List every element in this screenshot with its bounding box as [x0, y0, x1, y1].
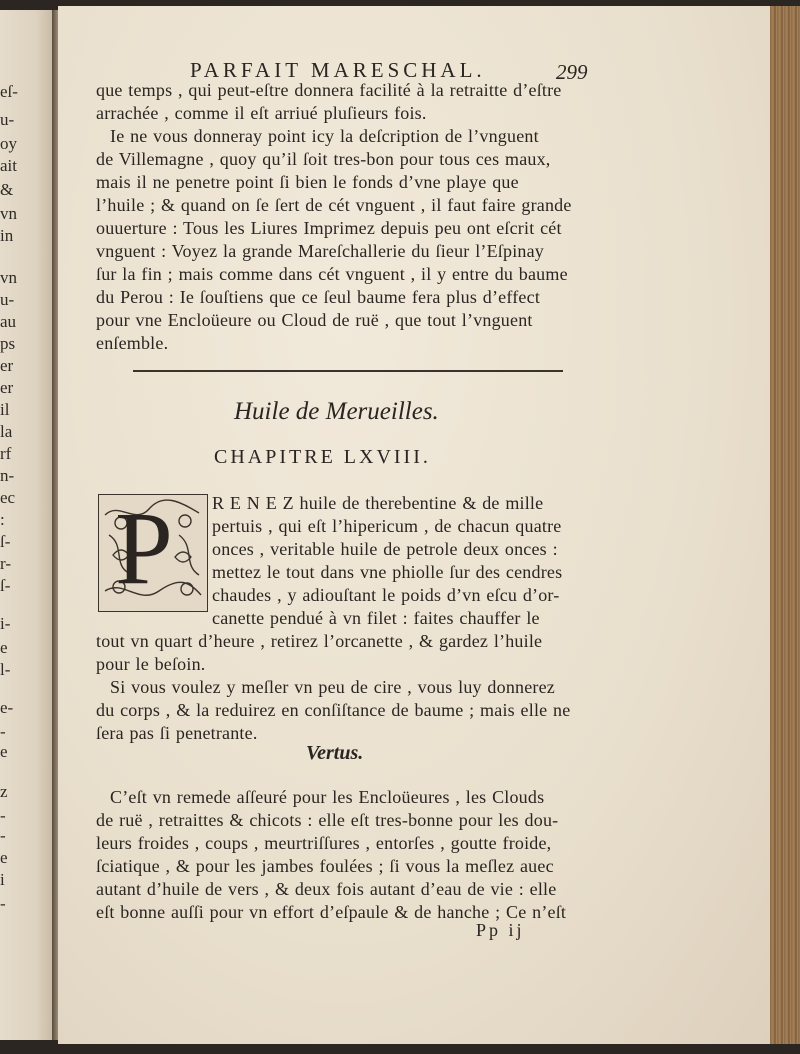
margin-fragment: eſ- [0, 82, 18, 101]
text-line: autant d’huile de vers , & deux fois autant d’eau de vie : elle [96, 879, 557, 899]
margin-fragment: er [0, 378, 14, 397]
text-line: tout vn quart d’heure , retirez l’orcanette , & gardez l’huile [96, 631, 543, 651]
margin-fragment: - [0, 722, 6, 741]
margin-fragment: i [0, 870, 5, 889]
margin-fragment: r- [0, 554, 11, 573]
margin-fragment: e- [0, 698, 14, 717]
margin-fragment: e [0, 848, 8, 867]
margin-fragment: : [0, 510, 5, 529]
text-line: Si vous voulez y meſler vn peu de cire , vous luy donnerez [110, 677, 555, 697]
margin-fragment: il [0, 400, 10, 419]
text-line: vnguent : Voyez la grande Mareſchallerie du ſieur l’Eſpinay [96, 241, 544, 261]
margin-fragment: e [0, 742, 8, 761]
section-divider [133, 370, 563, 372]
margin-fragment: i- [0, 614, 11, 633]
text-line: ſur la fin ; mais comme dans cét vnguent , il y entre du baume [96, 264, 568, 284]
margin-fragment: & [0, 180, 14, 199]
page-number: 299 [556, 60, 588, 84]
margin-fragment: - [0, 826, 6, 845]
margin-fragment: au [0, 312, 17, 331]
text-line: du corps , & la reduirez en conſiſtance de baume ; mais elle ne [96, 700, 571, 720]
text-line: ouuerture : Tous les Liures Imprimez depuis peu ont eſcrit cét [96, 218, 562, 238]
margin-fragment: ſ- [0, 532, 11, 551]
signature-mark: Pp ij [476, 920, 525, 940]
text-line: arrachée , comme il eſt arriué pluſieurs fois. [96, 103, 427, 123]
margin-fragment: la [0, 422, 13, 441]
text-line: pour vne Encloüeure ou Cloud de ruë , que tout l’vnguent [96, 310, 533, 330]
margin-fragment: ſ- [0, 576, 11, 595]
margin-fragment: oy [0, 134, 17, 153]
margin-fragment: er [0, 356, 14, 375]
margin-fragment: ec [0, 488, 16, 507]
margin-fragment: u- [0, 290, 15, 309]
text-line: que temps , qui peut-eſtre donnera facilité à la retraitte d’eſtre [96, 80, 562, 100]
text-line: C’eſt vn remede aſſeuré pour les Encloüeures , les Clouds [110, 787, 545, 807]
text-line: leurs froides , coups , meurtriſſures , entorſes , goutte froide, [96, 833, 552, 853]
text-line: pertuis , qui eſt l’hipericum , de chacun quatre [212, 516, 562, 536]
margin-fragment: u- [0, 110, 15, 129]
chapter-title: CHAPITRE LXVIII. [214, 446, 431, 468]
text-line: mais il ne penetre point ſi bien le fonds d’vne playe que [96, 172, 519, 192]
text-line: de Villemagne , quoy qu’il ſoit tres-bon pour tous ces maux, [96, 149, 551, 169]
text-line: de ruë , retraittes & chicots : elle eſt tres-bonne pour les dou- [96, 810, 559, 830]
subheading: Vertus. [306, 742, 364, 764]
margin-fragment: ps [0, 334, 16, 353]
text-line: du Perou : Ie ſouſtiens que ce ſeul baume fera plus d’effect [96, 287, 541, 307]
page-edges [770, 6, 800, 1044]
text-line: R E N E Z huile de therebentine & de mille [212, 493, 544, 513]
text-line: ſciatique , & pour les jambes foulées ; ſi vous la meſlez auec [96, 856, 554, 876]
text-line: ſera pas ſi penetrante. [96, 723, 258, 743]
margin-fragment: - [0, 806, 6, 825]
margin-fragment: in [0, 226, 14, 245]
margin-fragment: rf [0, 444, 12, 463]
text-line: chaudes , y adiouſtant le poids d’vn eſcu d’or- [212, 585, 560, 605]
book-page [58, 6, 770, 1044]
margin-fragment: ait [0, 156, 17, 175]
drop-cap-letter: P [115, 491, 173, 606]
margin-fragment: e [0, 638, 8, 657]
text-line: pour le beſoin. [96, 654, 206, 674]
text-line: onces , veritable huile de petrole deux onces : [212, 539, 558, 559]
margin-fragment: vn [0, 204, 17, 223]
margin-fragment: - [0, 894, 6, 913]
text-line: enſemble. [96, 333, 169, 353]
text-line: mettez le tout dans vne phiolle ſur des cendres [212, 562, 563, 582]
margin-fragment: l- [0, 660, 11, 679]
text-line: l’huile ; & quand on ſe ſert de cét vnguent , il faut faire grande [96, 195, 572, 215]
decorated-initial [98, 491, 208, 612]
running-head: PARFAIT MARESCHAL. [190, 58, 486, 82]
section-title: Huile de Merueilles. [234, 398, 439, 425]
margin-fragment: n- [0, 466, 15, 485]
left-page-edge [0, 10, 54, 1040]
text-line: canette pendué à vn filet : faites chauffer le [212, 608, 540, 628]
margin-fragment: z [0, 782, 8, 801]
text-line: eſt bonne auſſi pour vn effort d’eſpaule & de hanche ; Ce n’eſt [96, 902, 567, 922]
text-line: Ie ne vous donneray point icy la deſcription de l’vnguent [110, 126, 539, 146]
margin-fragment: vn [0, 268, 17, 287]
